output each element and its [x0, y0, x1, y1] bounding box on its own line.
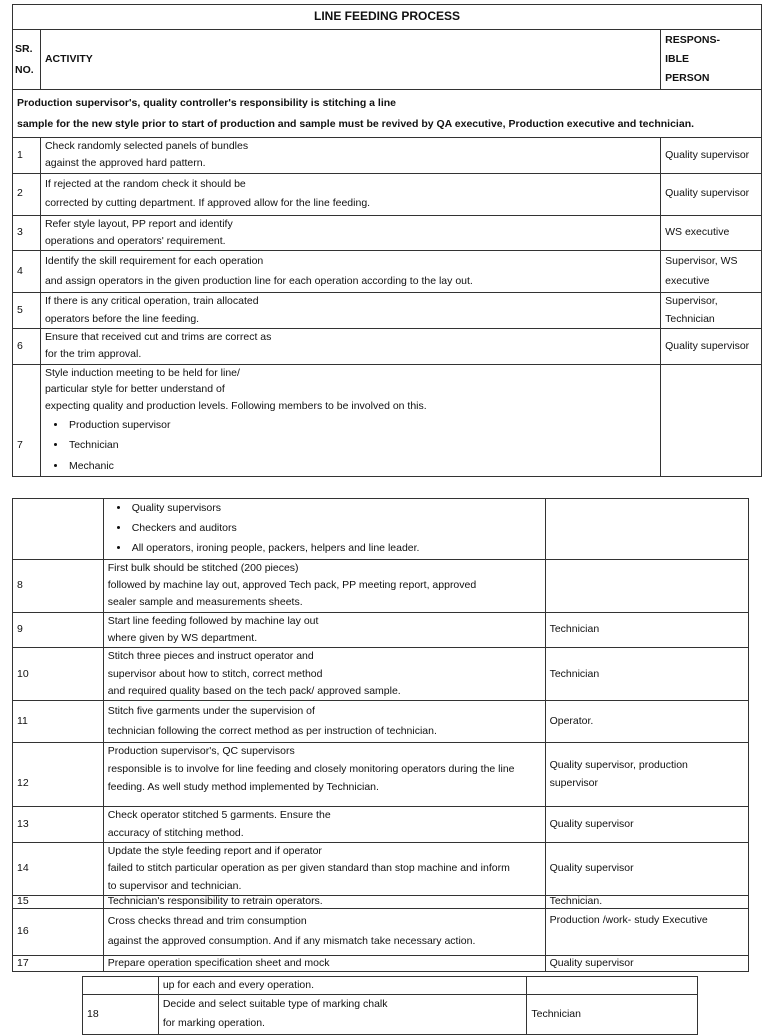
- row-activity: [40, 138, 660, 174]
- row-person: Production /work- study Executive: [545, 908, 748, 955]
- row-person: Operator.: [545, 701, 748, 743]
- activity-line: Ensure that received cut and trims are correct as: [44, 330, 272, 343]
- activity-line: expecting quality and production levels. Following members to be involved on this.: [44, 400, 427, 413]
- row-activity: [103, 955, 545, 971]
- row-number: 8: [13, 559, 104, 612]
- activity-line: for marking operation.: [162, 1017, 265, 1030]
- row-number: 9: [13, 612, 104, 648]
- page-title: LINE FEEDING PROCESS: [13, 5, 762, 30]
- activity-line: where given by WS department.: [107, 632, 258, 645]
- row-number: 7: [13, 364, 41, 477]
- table-row: [13, 499, 749, 560]
- list-item: • Checkers and auditors: [130, 519, 541, 539]
- table-row: [13, 364, 762, 477]
- row-number: 15: [13, 895, 104, 908]
- activity-line: to supervisor and technician.: [107, 879, 242, 892]
- row-activity: [103, 612, 545, 648]
- row-person: Quality supervisor: [545, 955, 748, 971]
- activity-line: feeding. As well study method implemented by Technician.: [107, 781, 379, 793]
- table-row: [13, 842, 749, 895]
- activity-line: If there is any critical operation, train allocated: [44, 295, 259, 308]
- row-person: WS executive: [661, 215, 762, 251]
- activity-line: Check operator stitched 5 garments. Ensure the: [107, 809, 331, 822]
- header-sr-no: [13, 30, 41, 90]
- row-activity: up for each and every operation.: [158, 977, 527, 995]
- row-person: [545, 499, 748, 560]
- activity-line: Style induction meeting to be held for line/: [44, 366, 240, 379]
- row-person: Technician.: [545, 895, 748, 908]
- table-row: [13, 807, 749, 843]
- row-number: 2: [13, 173, 41, 215]
- table-row: [13, 743, 749, 807]
- row-number: 1: [13, 138, 41, 174]
- person-line: Quality supervisor, production: [549, 758, 688, 771]
- activity-line: Cross checks thread and trim consumption: [107, 915, 307, 928]
- row-person: Quality supervisor: [545, 807, 748, 843]
- line-feeding-table-page2: [12, 498, 749, 972]
- row-number: 12: [13, 743, 104, 807]
- table-row: [13, 138, 762, 174]
- row-activity: [103, 743, 545, 807]
- activity-line: Identify the skill requirement for each operation: [44, 255, 264, 268]
- activity-line: operations and operators' requirement.: [44, 234, 226, 247]
- row-person: [661, 364, 762, 477]
- row-number: [83, 977, 159, 995]
- row-activity: [103, 701, 545, 743]
- activity-line: supervisor about how to stitch, correct method: [107, 667, 323, 680]
- activity-line: for the trim approval.: [44, 348, 142, 361]
- row-activity: [40, 173, 660, 215]
- row-number: 16: [13, 908, 104, 955]
- list-item: • Production supervisor: [67, 415, 656, 435]
- row-person: Technician: [545, 648, 748, 701]
- activity-line: Prepare operation specification sheet and mock: [107, 956, 330, 969]
- activity-line: Decide and select suitable type of marking chalk: [162, 998, 388, 1010]
- row-activity: [158, 995, 527, 1035]
- activity-line: and assign operators in the given production line for each operation according to the lay out.: [44, 274, 473, 287]
- activity-line: Update the style feeding report and if operator: [107, 844, 322, 857]
- header-activity: ACTIVITY: [40, 30, 660, 90]
- row-number: 3: [13, 215, 41, 251]
- row-person: Quality supervisor: [545, 842, 748, 895]
- row-activity: [40, 215, 660, 251]
- row-person: [545, 743, 748, 807]
- row-activity: [40, 364, 660, 477]
- row-activity: [103, 648, 545, 701]
- activity-line: and required quality based on the tech pack/ approved sample.: [107, 685, 401, 697]
- activity-line: particular style for better understand of: [44, 383, 225, 396]
- header-resp-line2: IBLE: [665, 53, 690, 66]
- member-list: [45, 415, 656, 476]
- activity-line: Start line feeding followed by machine lay out: [107, 614, 319, 627]
- intro-line2: sample for the new style prior to start of production and sample must be revived by QA executive, Production executive and technician.: [17, 117, 695, 130]
- row-number: 18: [83, 995, 159, 1035]
- person-line: Supervisor, WS: [665, 255, 738, 268]
- table-row: [13, 955, 749, 971]
- row-number: [13, 499, 104, 560]
- row-number: 6: [13, 328, 41, 364]
- activity-line: failed to stitch particular operation as per given standard than stop machine and inform: [107, 862, 510, 875]
- row-activity: [40, 251, 660, 293]
- list-item: • All operators, ironing people, packers, helpers and line leader.: [130, 539, 541, 559]
- row-number: 13: [13, 807, 104, 843]
- row-activity: [103, 807, 545, 843]
- row-activity: [40, 328, 660, 364]
- activity-line: followed by machine lay out, approved Tech pack, PP meeting report, approved: [107, 579, 477, 592]
- person-line: Supervisor,: [665, 295, 718, 308]
- person-line: supervisor: [549, 776, 599, 789]
- row-person: Technician: [527, 995, 698, 1035]
- row-person: Technician: [545, 612, 748, 648]
- row-activity: [103, 908, 545, 955]
- line-feeding-table-page1: [12, 4, 762, 477]
- activity-line: Check randomly selected panels of bundles: [44, 140, 249, 152]
- activity-line: against the approved hard pattern.: [44, 157, 206, 170]
- list-item: • Quality supervisors: [130, 499, 541, 519]
- row-person: [661, 293, 762, 329]
- activity-line: technician following the correct method as per instruction of technician.: [107, 724, 437, 737]
- table-header: [13, 30, 762, 90]
- header-sr: SR.: [15, 42, 33, 55]
- header-no: NO.: [15, 63, 34, 76]
- table-row: [83, 977, 698, 995]
- table-row: [83, 995, 698, 1035]
- intro-line1: Production supervisor's, quality controller's responsibility is stitching a line: [17, 96, 396, 109]
- row-activity: [40, 293, 660, 329]
- row-person: [661, 251, 762, 293]
- row-person: Quality supervisor: [661, 328, 762, 364]
- activity-line: Refer style layout, PP report and identify: [44, 217, 233, 230]
- header-resp-line3: PERSON: [665, 71, 710, 84]
- row-person: [527, 977, 698, 995]
- activity-line: Stitch three pieces and instruct operator and: [107, 650, 314, 663]
- row-number: 11: [13, 701, 104, 743]
- row-activity: [103, 842, 545, 895]
- person-line: executive: [665, 274, 710, 287]
- activity-line: Production supervisor's, QC supervisors: [107, 745, 295, 758]
- activity-line: sealer sample and measurements sheets.: [107, 596, 303, 609]
- row-person: [545, 559, 748, 612]
- table-row: [13, 173, 762, 215]
- row-person: Quality supervisor: [661, 138, 762, 174]
- table-row: [13, 908, 749, 955]
- row-activity: [103, 895, 545, 908]
- list-item: • Mechanic: [67, 456, 656, 476]
- row-person: Quality supervisor: [661, 173, 762, 215]
- activity-line: Stitch five garments under the supervision of: [107, 705, 315, 718]
- activity-line: accuracy of stitching method.: [107, 826, 244, 839]
- row-number: 10: [13, 648, 104, 701]
- line-feeding-table-page3: [82, 976, 698, 1035]
- table-row: [13, 895, 749, 908]
- row-number: 4: [13, 251, 41, 293]
- activity-line: responsible is to involve for line feeding and closely monitoring operators during the line: [107, 763, 515, 776]
- header-resp-line1: RESPONS-: [665, 34, 720, 47]
- person-line: Technician: [665, 312, 715, 325]
- activity-line: against the approved consumption. And if any mismatch take necessary action.: [107, 934, 476, 947]
- intro-text: [13, 90, 762, 138]
- activity-line: First bulk should be stitched (200 pieces): [107, 561, 299, 574]
- row-number: 14: [13, 842, 104, 895]
- table-row: [13, 215, 762, 251]
- table-row: [13, 251, 762, 293]
- table-row: [13, 293, 762, 329]
- row-number: 17: [13, 955, 104, 971]
- activity-line: corrected by cutting department. If approved allow for the line feeding.: [44, 197, 371, 210]
- row-activity: [103, 559, 545, 612]
- member-list: [108, 499, 541, 559]
- list-item: • Technician: [67, 435, 656, 455]
- activity-line: If rejected at the random check it should be: [44, 177, 246, 190]
- table-row: [13, 648, 749, 701]
- table-row: [13, 612, 749, 648]
- row-activity: [103, 499, 545, 560]
- row-number: 5: [13, 293, 41, 329]
- header-responsible-person: [661, 30, 762, 90]
- activity-line: operators before the line feeding.: [44, 312, 200, 325]
- table-row: [13, 559, 749, 612]
- activity-line: Technician's responsibility to retrain operators.: [107, 895, 323, 908]
- table-row: [13, 701, 749, 743]
- table-row: [13, 328, 762, 364]
